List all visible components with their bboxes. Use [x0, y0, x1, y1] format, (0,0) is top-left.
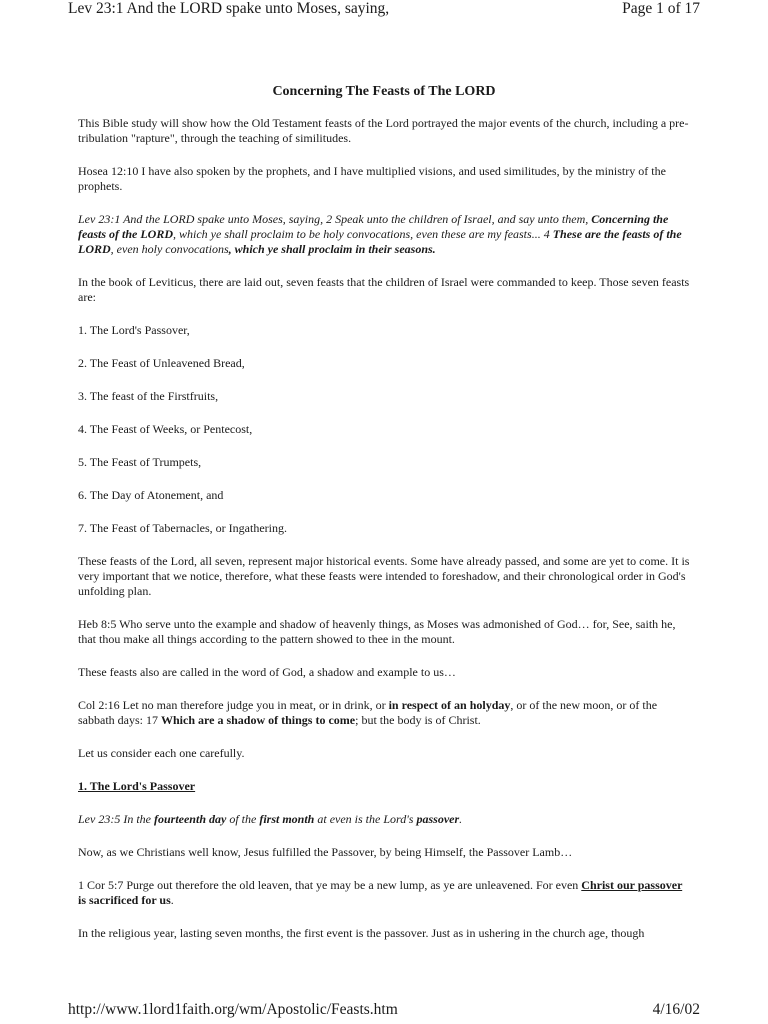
- these-feasts-paragraph: These feasts of the Lord, all seven, represent major historical events. Some have already passed, and some are yet to come. It is very important that we notice, therefore, what these feasts were intended to foreshadow, and their chronological order in God's unfolding plan.: [78, 554, 690, 598]
- lev-23-5-part-e: at even is the Lord's: [314, 812, 417, 826]
- feast-item: 4. The Feast of Weeks, or Pentecost,: [78, 422, 253, 436]
- footer-date: 4/16/02: [652, 1001, 700, 1018]
- lev-23-5-part-g: .: [459, 812, 463, 826]
- page-footer: [0, 1001, 768, 1023]
- lev-23-5-part-f: passover: [416, 812, 460, 826]
- lev-23-1-verse: [78, 212, 690, 257]
- document-body: [78, 84, 690, 959]
- heb-verse: Heb 8:5 Who serve unto the example and shadow of heavenly things, as Moses was admonished of God… for, See, saith he, that thou make all things according to the pattern showed to thee in the mount.: [78, 617, 676, 646]
- lev-23-1-part-f: , which ye shall proclaim in their seasons.: [228, 242, 436, 256]
- lev-23-1-part-a: Lev 23:1 And the LORD spake unto Moses, saying, 2 Speak unto the children of Israel, and say unto them,: [78, 212, 592, 226]
- lev-23-5-part-a: Lev 23:5 In the: [78, 812, 154, 826]
- lev-23-1-part-d: These are the feasts of the LORD: [78, 227, 682, 256]
- page-number: Page 1 of 17: [622, 0, 700, 17]
- cor-part-a: 1 Cor 5:7 Purge out therefore the old leaven, that ye may be a new lump, as ye are unleavened. For even: [78, 878, 582, 892]
- now-paragraph: Now, as we Christians well know, Jesus fulfilled the Passover, by being Himself, the Passover Lamb…: [78, 845, 573, 859]
- col-part-a: Col 2:16 Let no man therefore judge you in meat, or in drink, or: [78, 698, 389, 712]
- shadow-paragraph: These feasts also are called in the word of God, a shadow and example to us…: [78, 665, 456, 679]
- intro-paragraph: This Bible study will show how the Old Testament feasts of the Lord portrayed the major events of the church, including a pre-tribulation "rapture", through the teaching of similitudes.: [78, 116, 689, 145]
- cor-part-c: is sacrificed for us: [78, 893, 171, 907]
- lev-23-5-part-d: first month: [259, 812, 315, 826]
- col-part-c: , or of the new moon, or of the sabbath days: 17: [78, 698, 658, 727]
- lev-23-1-part-e: , even holy convocations: [110, 242, 229, 256]
- feast-item: 6. The Day of Atonement, and: [78, 488, 224, 502]
- col-part-b: in respect of an holyday: [388, 698, 511, 712]
- lev-23-5-part-b: fourteenth day: [153, 812, 227, 826]
- consider-paragraph: Let us consider each one carefully.: [78, 746, 245, 760]
- footer-url: http://www.1lord1faith.org/wm/Apostolic/Feasts.htm: [68, 1001, 398, 1018]
- leviticus-intro: In the book of Leviticus, there are laid out, seven feasts that the children of Israel were commanded to keep. Those seven feasts are:: [78, 275, 690, 304]
- lev-23-1-part-b: Concerning the feasts of the LORD: [78, 212, 669, 241]
- cor-part-d: .: [170, 893, 174, 907]
- cor-verse: [78, 878, 690, 908]
- document-title: Concerning The Feasts of The LORD: [272, 84, 496, 99]
- feast-item: 3. The feast of the Firstfruits,: [78, 389, 219, 403]
- feast-item: 5. The Feast of Trumpets,: [78, 455, 202, 469]
- feast-item: 1. The Lord's Passover,: [78, 323, 190, 337]
- col-part-e: ; but the body is of Christ.: [355, 713, 481, 727]
- lev-23-1-part-c: , which ye shall proclaim to be holy convocations, even these are my feasts... 4: [173, 227, 553, 241]
- feast-item: 2. The Feast of Unleavened Bread,: [78, 356, 245, 370]
- lev-23-5-verse: [78, 812, 690, 827]
- feast-item: 7. The Feast of Tabernacles, or Ingathering.: [78, 521, 287, 535]
- cor-part-b: Christ our passover: [581, 878, 683, 892]
- section-heading-passover: 1. The Lord's Passover: [78, 779, 196, 793]
- col-verse: [78, 698, 690, 728]
- religious-year-paragraph: In the religious year, lasting seven months, the first event is the passover. Just as in ushering in the church age, though: [78, 926, 645, 940]
- header-title: Lev 23:1 And the LORD spake unto Moses, saying,: [68, 0, 390, 17]
- page-header: [0, 0, 768, 22]
- lev-23-5-part-c: of the: [226, 812, 260, 826]
- col-part-d: Which are a shadow of things to come: [161, 713, 356, 727]
- hosea-verse: Hosea 12:10 I have also spoken by the prophets, and I have multiplied visions, and used similitudes, by the ministry of the prophets.: [78, 164, 666, 193]
